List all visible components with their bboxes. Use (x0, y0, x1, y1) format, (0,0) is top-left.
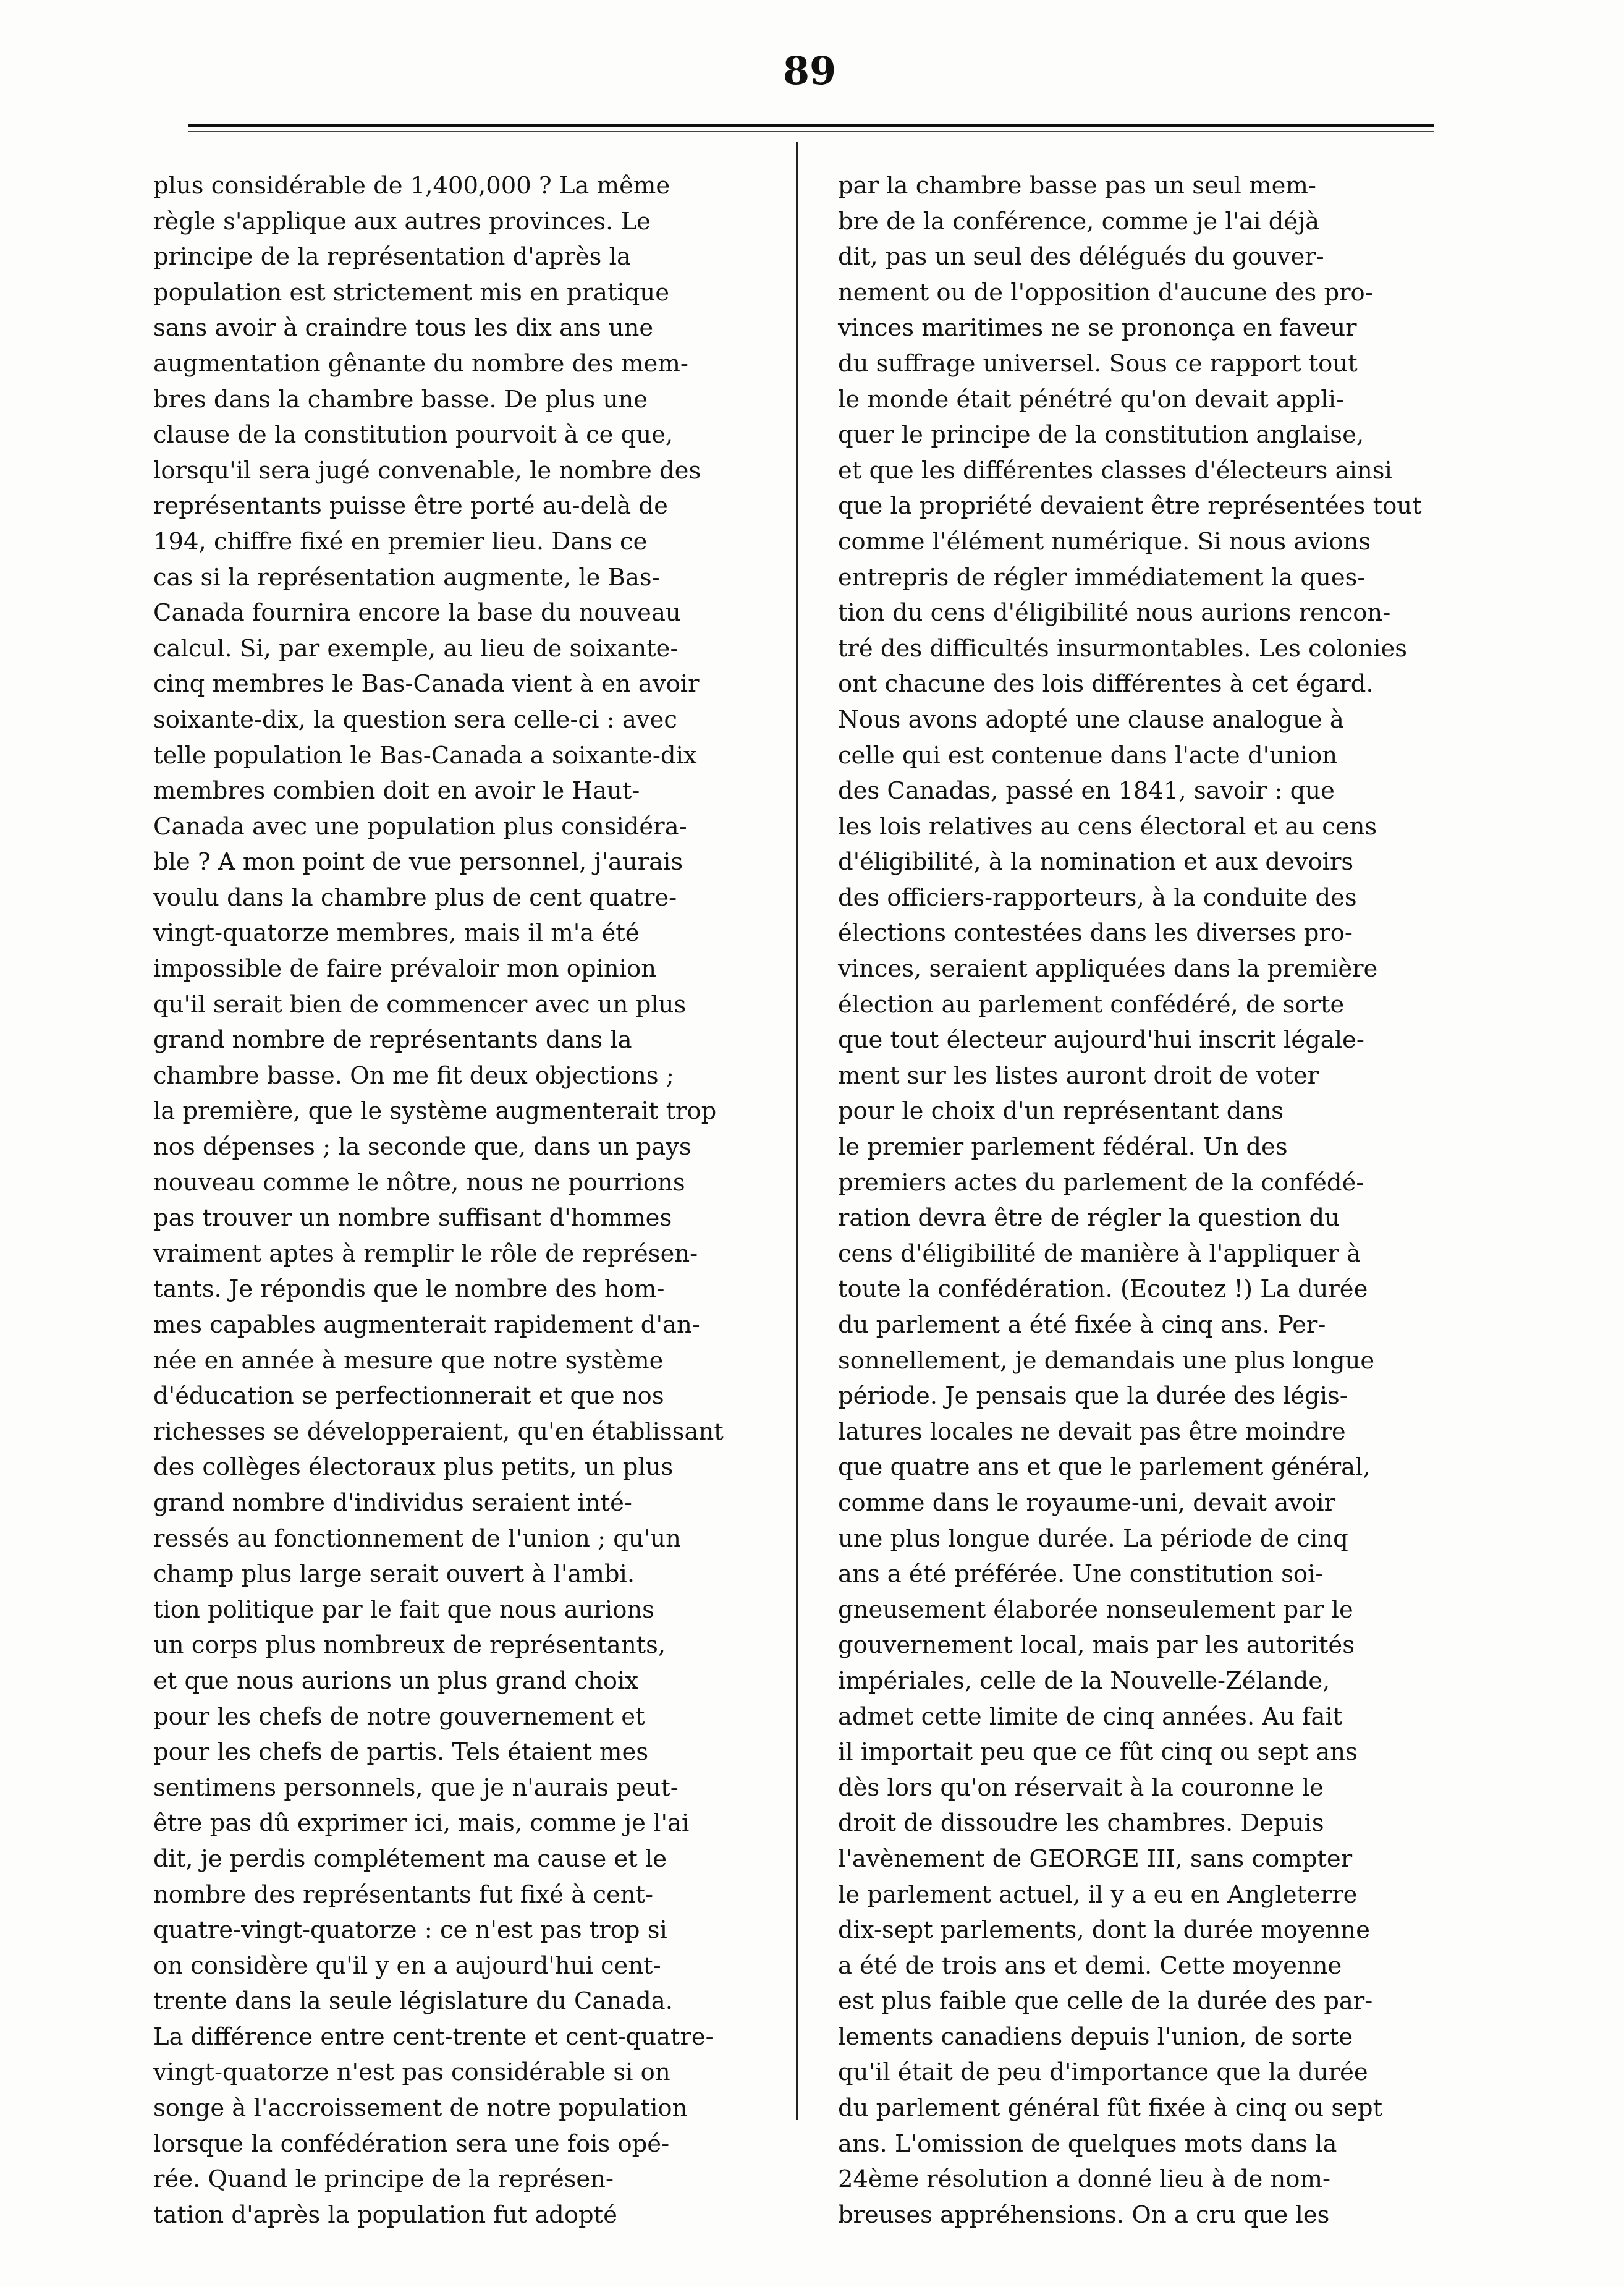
text-line: soixante-dix, la question sera celle-ci : avec (153, 705, 677, 734)
text-line: songe à l'accroissement de notre population (153, 2094, 688, 2123)
text-line: toute la confédération. (Ecoutez !) La durée (838, 1275, 1368, 1304)
text-line: que tout électeur aujourd'hui inscrit légale- (838, 1026, 1364, 1054)
text-line: lements canadiens depuis l'union, de sorte (838, 2022, 1353, 2051)
text-line: sans avoir à craindre tous les dix ans une (153, 314, 654, 342)
text-line: tré des difficultés insurmontables. Les colonies (838, 634, 1408, 663)
text-line: des Canadas, passé en 1841, savoir : que (838, 777, 1335, 805)
text-line: d'éligibilité, à la nomination et aux devoirs (838, 848, 1354, 876)
text-line: tants. Je répondis que le nombre des hom- (153, 1275, 665, 1304)
text-line: augmentation gênante du nombre des mem- (153, 349, 688, 378)
text-line: ont chacune des lois différentes à cet égard. (838, 670, 1374, 698)
text-line: membres combien doit en avoir le Haut- (153, 777, 640, 805)
text-line: est plus faible que celle de la durée des par- (838, 1987, 1373, 2016)
text-line: ment sur les listes auront droit de voter (838, 1061, 1319, 1090)
text-line: le parlement actuel, il y a eu en Angleterre (838, 1880, 1358, 1909)
text-line: bre de la conférence, comme je l'ai déjà (838, 207, 1320, 235)
text-line: dit, pas un seul des délégués du gouver- (838, 243, 1324, 271)
text-line: gneusement élaborée nonseulement par le (838, 1595, 1353, 1624)
text-line: calcul. Si, par exemple, au lieu de soixante- (153, 634, 679, 663)
text-line: élections contestées dans les diverses pro- (838, 919, 1353, 948)
text-line: celle qui est contenue dans l'acte d'union (838, 741, 1338, 770)
text-line: les lois relatives au cens électoral et au cens (838, 812, 1377, 841)
text-line: on considère qu'il y en a aujourd'hui cent- (153, 1951, 661, 1980)
text-line: Nous avons adopté une clause analogue à (838, 705, 1344, 734)
text-line: droit de dissoudre les chambres. Depuis (838, 1809, 1324, 1838)
text-line: latures locales ne devait pas être moindre (838, 1417, 1346, 1446)
text-line: d'éducation se perfectionnerait et que nos (153, 1382, 664, 1411)
text-line: lorsque la confédération sera une fois opé- (153, 2129, 670, 2158)
right-text-column (838, 168, 1428, 2233)
text-line: lorsqu'il sera jugé convenable, le nombre des (153, 456, 701, 485)
text-line: comme l'élément numérique. Si nous avions (838, 527, 1371, 556)
text-line: que quatre ans et que le parlement général, (838, 1453, 1371, 1482)
text-line: population est strictement mis en pratique (153, 278, 669, 307)
text-line: pour les chefs de partis. Tels étaient mes (153, 1738, 649, 1767)
text-line: du parlement a été fixée à cinq ans. Per- (838, 1311, 1326, 1339)
text-line: 194, chiffre fixé en premier lieu. Dans ce (153, 527, 648, 556)
text-line: telle population le Bas-Canada a soixante-dix (153, 741, 697, 770)
text-line: cinq membres le Bas-Canada vient à en avoir (153, 670, 700, 698)
text-line: vingt-quatorze membres, mais il m'a été (153, 919, 640, 948)
text-line: Canada fournira encore la base du nouveau (153, 599, 681, 627)
text-line: dix-sept parlements, dont la durée moyenne (838, 1916, 1370, 1945)
text-line: nement ou de l'opposition d'aucune des pro- (838, 278, 1373, 307)
text-line: qu'il serait bien de commencer avec un plus (153, 990, 687, 1019)
text-line: a été de trois ans et demi. Cette moyenne (838, 1951, 1342, 1980)
text-line: des officiers-rapporteurs, à la conduite des (838, 883, 1357, 912)
text-line: richesses se développeraient, qu'en établissant (153, 1417, 724, 1446)
text-line: principe de la représentation d'après la (153, 243, 631, 271)
text-line: rée. Quand le principe de la représen- (153, 2165, 614, 2194)
text-line: la première, que le système augmenterait trop (153, 1097, 717, 1126)
column-divider (796, 142, 798, 2120)
text-line: que la propriété devaient être représentées tout (838, 492, 1422, 520)
text-line: période. Je pensais que la durée des légis- (838, 1382, 1348, 1411)
text-line: vinces, seraient appliquées dans la première (838, 955, 1378, 983)
text-line: il importait peu que ce fût cinq ou sept ans (838, 1738, 1358, 1767)
text-line: quatre-vingt-quatorze : ce n'est pas trop si (153, 1916, 667, 1945)
text-line: clause de la constitution pourvoit à ce que, (153, 421, 674, 449)
text-line: grand nombre de représentants dans la (153, 1026, 632, 1054)
text-line: La différence entre cent-trente et cent-quatre- (153, 2022, 714, 2051)
text-line: sonnellement, je demandais une plus longue (838, 1346, 1375, 1375)
text-line: une plus longue durée. La période de cinq (838, 1524, 1348, 1553)
text-line: ans. L'omission de quelques mots dans la (838, 2129, 1337, 2158)
text-line: un corps plus nombreux de représentants, (153, 1631, 666, 1660)
text-line: Canada avec une population plus considéra- (153, 812, 687, 841)
text-line: vingt-quatorze n'est pas considérable si on (153, 2058, 670, 2087)
text-line: du suffrage universel. Sous ce rapport tout (838, 349, 1358, 378)
text-line: admet cette limite de cinq années. Au fait (838, 1702, 1343, 1731)
text-line: ble ? A mon point de vue personnel, j'aurais (153, 848, 683, 876)
text-line: ration devra être de régler la question du (838, 1204, 1340, 1233)
text-line: qu'il était de peu d'importance que la durée (838, 2058, 1368, 2087)
text-line: représentants puisse être porté au-delà de (153, 492, 668, 520)
text-line: nouveau comme le nôtre, nous ne pourrions (153, 1168, 685, 1197)
text-line: plus considérable de 1,400,000 ? La même (153, 172, 670, 200)
text-line: règle s'applique aux autres provinces. Le (153, 207, 651, 235)
text-line: impossible de faire prévaloir mon opinion (153, 955, 656, 983)
text-line: impériales, celle de la Nouvelle-Zélande, (838, 1666, 1330, 1695)
text-line: nos dépenses ; la seconde que, dans un pays (153, 1133, 691, 1161)
text-line: être pas dû exprimer ici, mais, comme je l'ai (153, 1809, 690, 1838)
text-line: le premier parlement fédéral. Un des (838, 1133, 1288, 1161)
text-line: des collèges électoraux plus petits, un plus (153, 1453, 674, 1482)
text-line: bres dans la chambre basse. De plus une (153, 385, 648, 414)
text-line: ans a été préférée. Une constitution soi- (838, 1560, 1324, 1589)
text-line: dit, je perdis complétement ma cause et le (153, 1844, 667, 1873)
text-line: tion du cens d'éligibilité nous aurions rencon- (838, 599, 1391, 627)
text-line: cas si la représentation augmente, le Bas- (153, 563, 660, 592)
text-line: élection au parlement confédéré, de sorte (838, 990, 1345, 1019)
text-line: champ plus large serait ouvert à l'ambi. (153, 1560, 635, 1589)
text-line: comme dans le royaume-uni, devait avoir (838, 1488, 1336, 1517)
text-line: nombre des représentants fut fixé à cent- (153, 1880, 654, 1909)
text-line: chambre basse. On me fit deux objections ; (153, 1061, 674, 1090)
text-line: voulu dans la chambre plus de cent quatre- (153, 883, 677, 912)
text-line: grand nombre d'individus seraient inté- (153, 1488, 632, 1517)
text-line: quer le principe de la constitution anglaise, (838, 421, 1364, 449)
text-line: trente dans la seule législature du Canada. (153, 1987, 673, 2016)
text-line: entrepris de régler immédiatement la ques- (838, 563, 1366, 592)
left-text-column (153, 168, 728, 2233)
page-number: 89 (782, 48, 837, 93)
text-line: tion politique par le fait que nous aurions (153, 1595, 654, 1624)
header-rule (188, 124, 1434, 127)
text-line: 24ème résolution a donné lieu à de nom- (838, 2165, 1330, 2194)
text-line: gouvernement local, mais par les autorités (838, 1631, 1355, 1660)
text-line: vinces maritimes ne se prononça en faveur (838, 314, 1357, 342)
text-line: mes capables augmenterait rapidement d'an- (153, 1311, 700, 1339)
text-line: tation d'après la population fut adopté (153, 2200, 617, 2229)
text-line: née en année à mesure que notre système (153, 1346, 664, 1375)
text-line: dès lors qu'on réservait à la couronne le (838, 1773, 1324, 1802)
text-line: par la chambre basse pas un seul mem- (838, 172, 1316, 200)
text-line: premiers actes du parlement de la confédé- (838, 1168, 1364, 1197)
text-line: et que les différentes classes d'électeurs ainsi (838, 456, 1392, 485)
text-line: pour le choix d'un représentant dans (838, 1097, 1284, 1126)
text-line: l'avènement de GEORGE III, sans compter (838, 1844, 1353, 1873)
text-line: vraiment aptes à remplir le rôle de représen- (153, 1239, 698, 1268)
text-line: du parlement général fût fixée à cinq ou sept (838, 2094, 1383, 2123)
text-line: pour les chefs de notre gouvernement et (153, 1702, 645, 1731)
text-line: ressés au fonctionnement de l'union ; qu'un (153, 1524, 681, 1553)
text-line: le monde était pénétré qu'on devait appli- (838, 385, 1344, 414)
header-rule-thin (188, 131, 1434, 132)
text-line: sentimens personnels, que je n'aurais peut- (153, 1773, 679, 1802)
text-line: cens d'éligibilité de manière à l'appliquer à (838, 1239, 1361, 1268)
text-line: pas trouver un nombre suffisant d'hommes (153, 1204, 672, 1233)
text-line: breuses appréhensions. On a cru que les (838, 2200, 1330, 2229)
text-line: et que nous aurions un plus grand choix (153, 1666, 638, 1695)
